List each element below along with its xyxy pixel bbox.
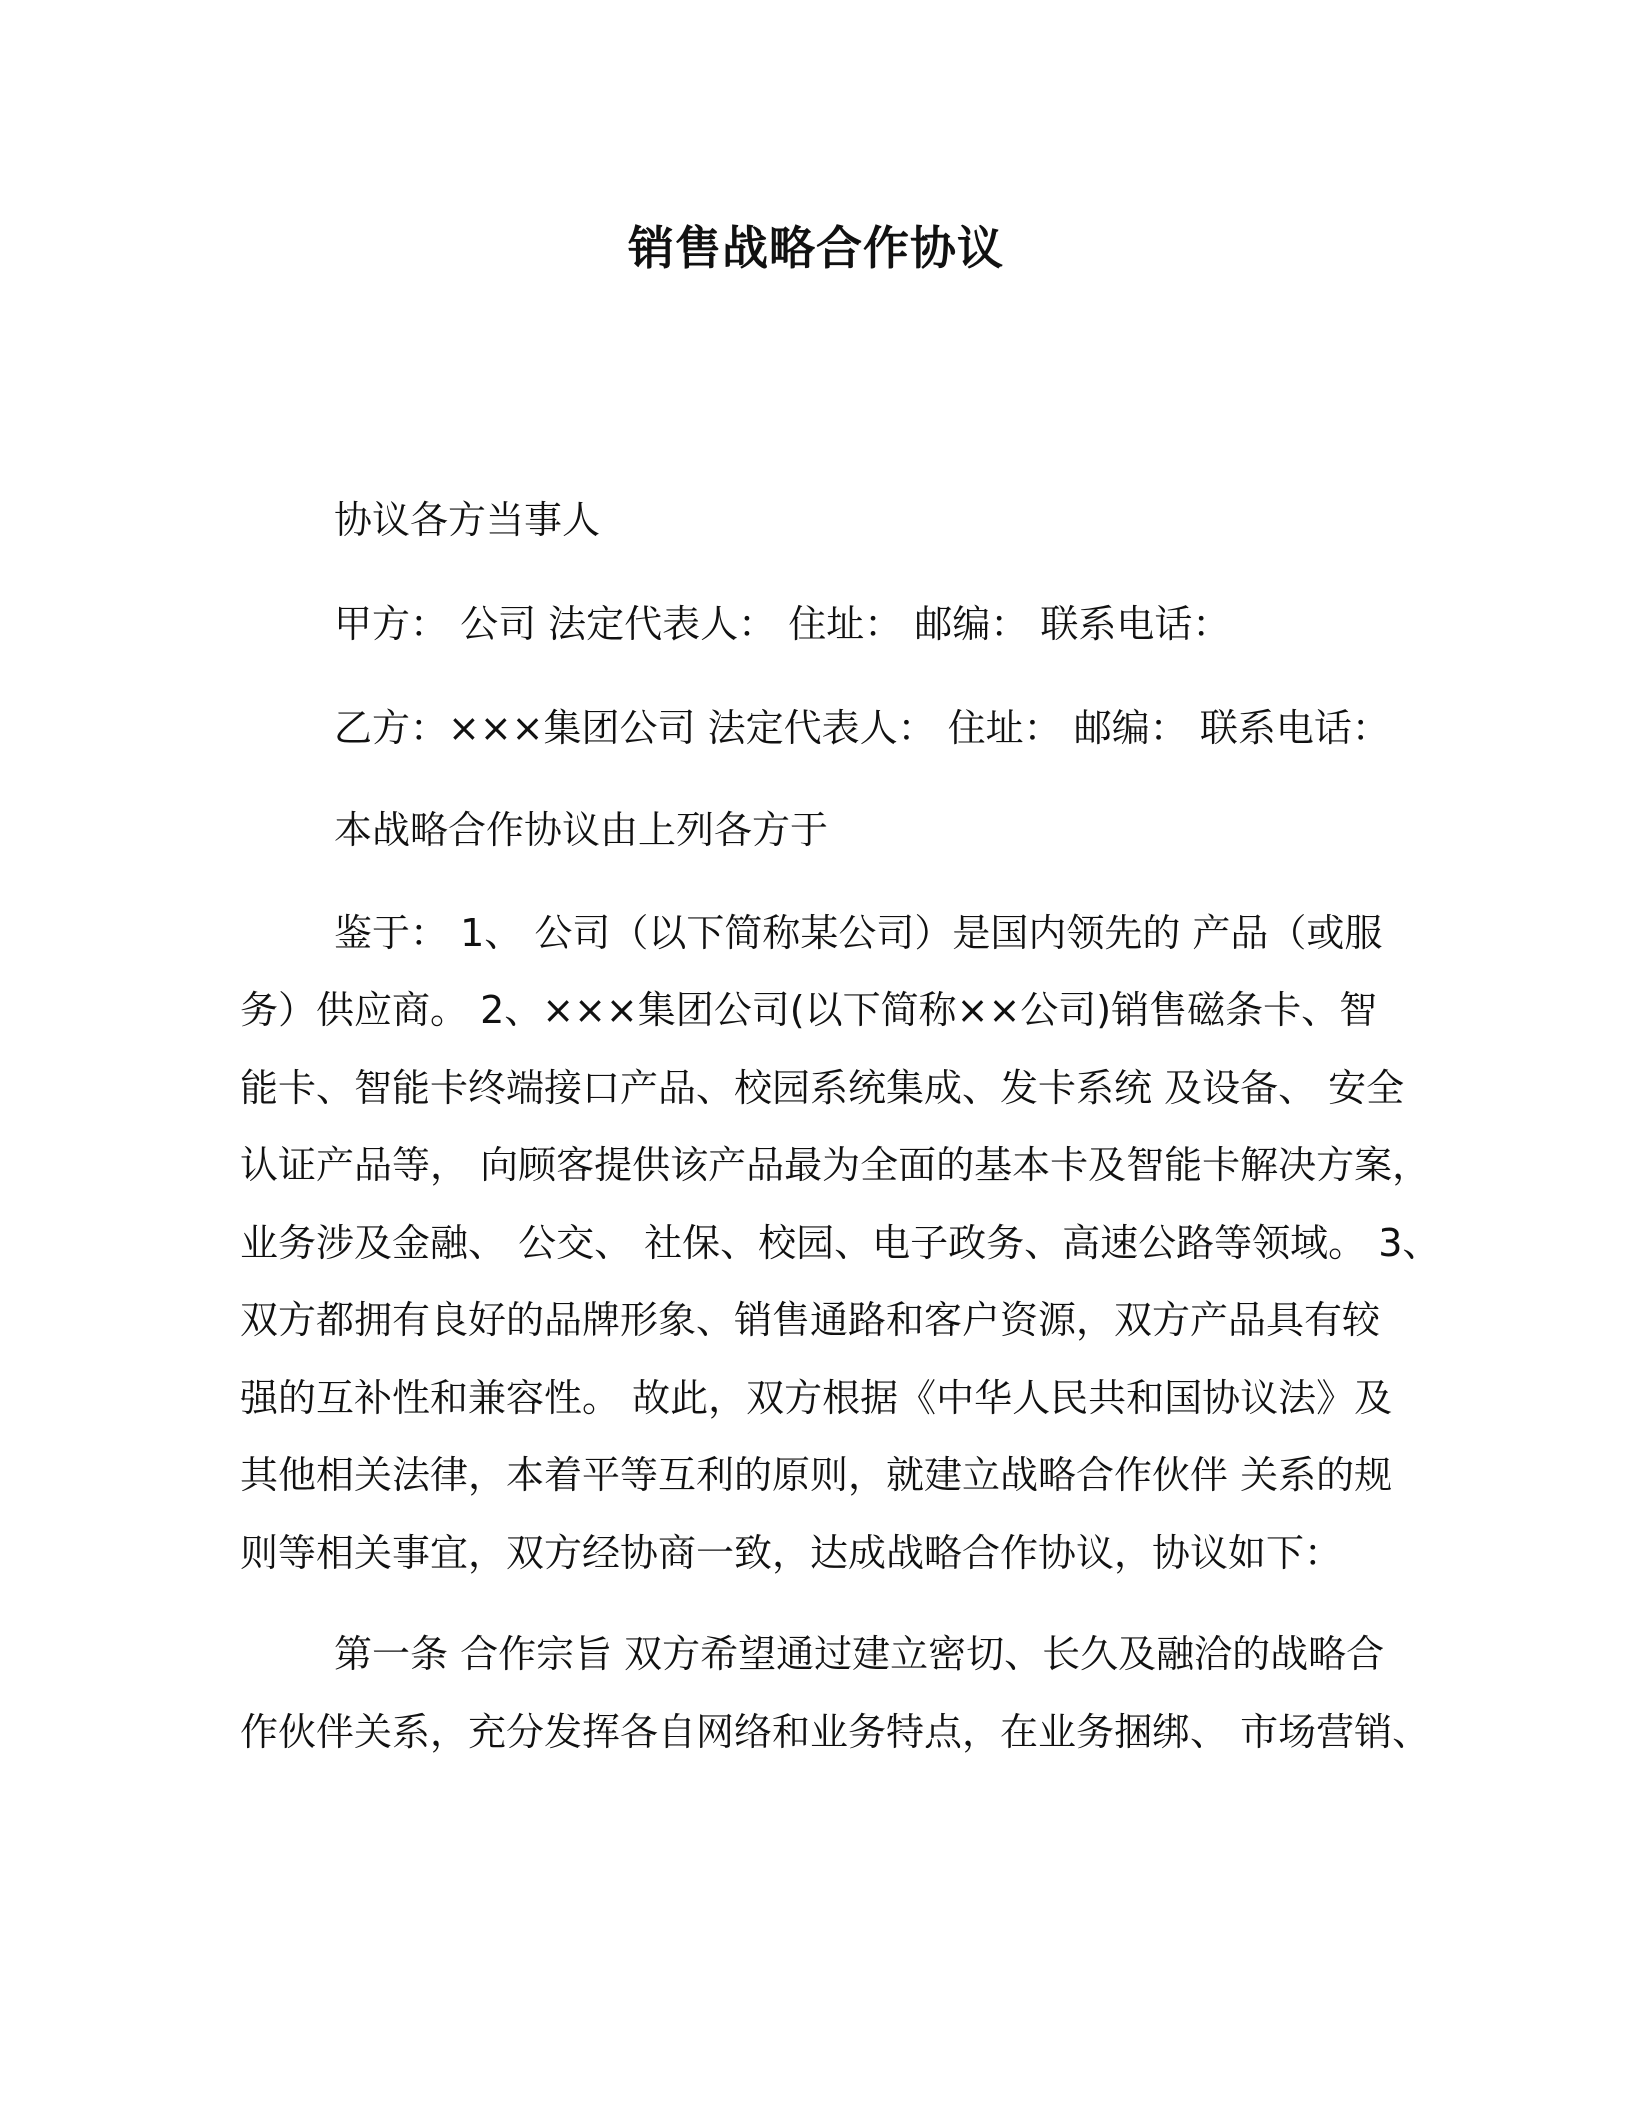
whereas-line: 能卡、智能卡终端接口产品、校园系统集成、发卡系统 及设备、 安全 — [240, 1066, 1405, 1110]
whereas-line: 务）供应商。 2、×××集团公司(以下简称××公司)销售磁条卡、智 — [240, 988, 1378, 1032]
party-a-line: 甲方： 公司 法定代表人： 住址： 邮编： 联系电话： — [334, 602, 1231, 646]
whereas-line: 双方都拥有良好的品牌形象、销售通路和客户资源，双方产品具有较 — [240, 1298, 1381, 1342]
whereas-line: 其他相关法律，本着平等互利的原则，就建立战略合作伙伴 关系的规 — [240, 1453, 1393, 1497]
article-1-line: 第一条 合作宗旨 双方希望通过建立密切、长久及融洽的战略合 — [334, 1632, 1385, 1676]
intro-line: 本战略合作协议由上列各方于 — [334, 808, 829, 852]
document-title: 销售战略合作协议 — [628, 221, 1004, 275]
party-b-line: 乙方：×××集团公司 法定代表人： 住址： 邮编： 联系电话： — [334, 706, 1390, 750]
article-1-line: 作伙伴关系，充分发挥各自网络和业务特点，在业务捆绑、 市场营销、 — [240, 1710, 1431, 1754]
whereas-line: 鉴于： 1、 公司（以下简称某公司）是国内领先的 产品（或服 — [334, 911, 1383, 955]
whereas-line: 业务涉及金融、 公交、 社保、校园、电子政务、高速公路等领域。 3、 — [240, 1221, 1441, 1265]
parties-heading: 协议各方当事人 — [334, 498, 601, 542]
whereas-line: 强的互补性和兼容性。 故此，双方根据《中华人民共和国协议法》及 — [240, 1376, 1393, 1420]
whereas-line: 认证产品等， 向顾客提供该产品最为全面的基本卡及智能卡解决方案， — [240, 1143, 1431, 1187]
whereas-line: 则等相关事宜，双方经协商一致，达成战略合作协议，协议如下： — [240, 1531, 1343, 1575]
